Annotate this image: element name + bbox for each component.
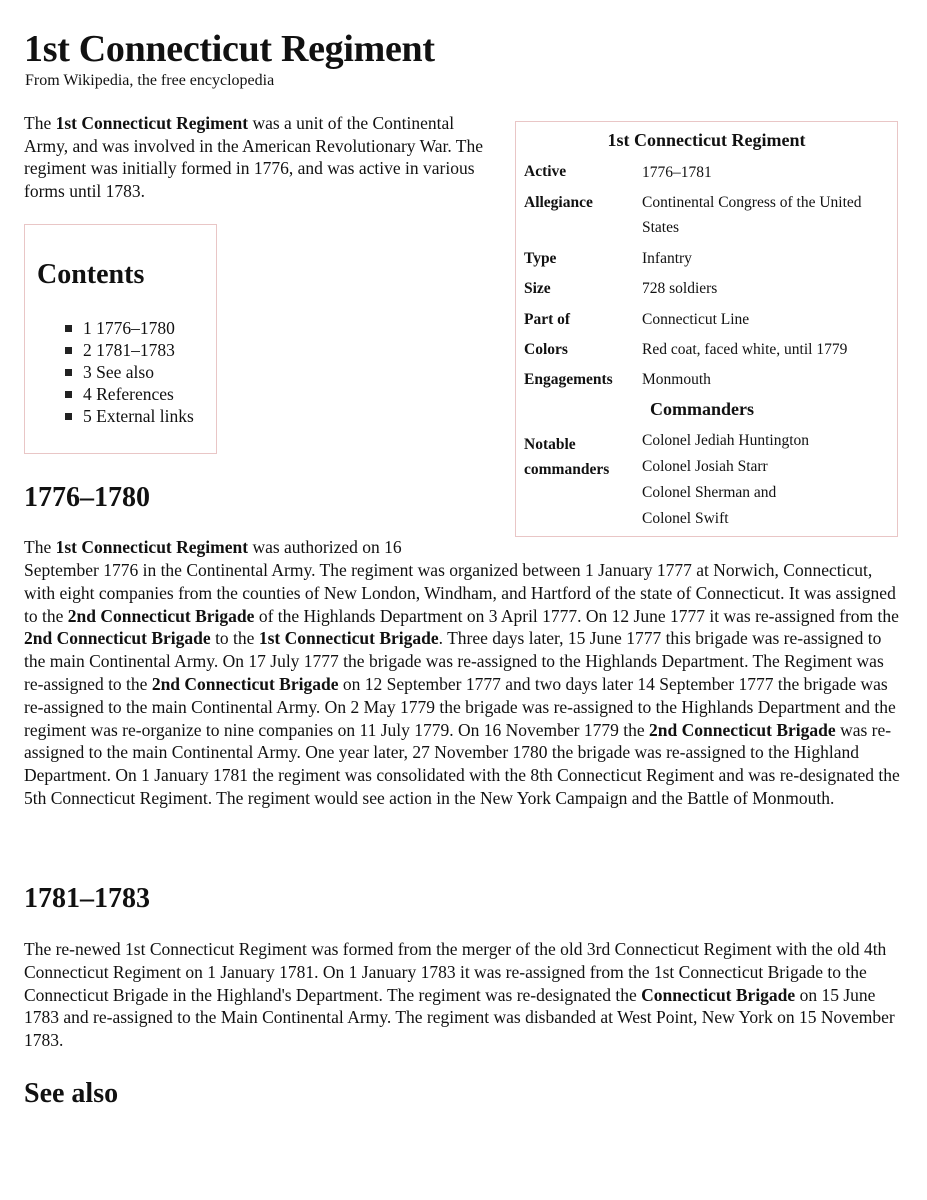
paragraph-text: of the Highlands Department on 3 April 1777. On 12 June 1777 it was re-assigned from the [254,605,899,626]
section-heading-1781-1783: 1781–1783 [24,883,150,914]
infobox-label-size: Size [524,280,551,297]
infobox-value-part-of: Connecticut Line [642,311,750,328]
infobox-value-commander-3: Colonel Sherman and [642,484,777,501]
paragraph-text: on 15 June 1783 and re-assigned to the Main Continental Army. The regiment was disbanded at West Point, New York on 15 November 1783. [24,984,895,1051]
section-heading-1776-1780: 1776–1780 [24,482,150,513]
paragraph-text: was authorized on 16 [248,537,402,557]
infobox-label-engagements: Engagements [524,371,613,388]
table-of-contents [24,224,217,454]
infobox-value-colors: Red coat, faced white, until 1779 [642,341,848,358]
bold-brigade-name: 2nd Connecticut Brigade [24,628,211,649]
paragraph-text: to the [210,628,259,649]
paragraph-text: September 1776 in the Continental Army. The regiment was organized between 1 January 1777 at Norwich, Connecticut, with eight companies from the counties of New London, Windham, and Hartford of the state of Connecticut. It was assigned to the [24,560,896,626]
infobox-value-engagements[interactable]: Monmouth [642,371,711,388]
infobox-value-allegiance: Continental Congress of the United States [642,194,862,236]
toc-item-external-links[interactable]: 5 External links [63,405,194,427]
bold-brigade-name: 1st Connecticut Brigade [258,628,439,649]
infobox-label-part-of: Part of [524,311,571,328]
infobox [515,121,898,537]
toc-item-references[interactable]: 4 References [63,383,194,405]
intro-text: was a unit of the Continental Army, and was involved in the American Revolutionary War. The regiment was initially formed in 1776, and was active in various forms until 1783. [24,113,483,201]
paragraph-text: The [24,537,56,557]
infobox-value-commander-4: Colonel Swift [642,510,729,527]
intro-text: The [24,113,56,133]
toc-list [63,317,194,427]
paragraph-text: was re-assigned to the main Continental Army. One year later, 27 November 1780 the brigade was re-assigned to the Highland Department. On 1 January 1781 the regiment was consolidated with the 8th Connecticut Regiment and was re-designated the 5th Connecticut Regiment. The regiment would see action in the New York Campaign and the Battle of Monmouth. [24,719,900,808]
bold-regiment-name: 1st Connecticut Regiment [55,537,249,557]
infobox-value-active: 1776–1781 [642,164,712,181]
paragraph-text: on 12 September 1777 and two days later 14 September 1777 the brigade was re-assigned to the main Continental Army. On 2 May 1779 the brigade was re-assigned to the Highlands Department and the regiment was re-organize to nine companies on 11 July 1779. On 16 November 1779 the [24,673,896,740]
bold-brigade-name: 2nd Connecticut Brigade [67,605,255,626]
section-1776-1780-first-line [24,536,464,559]
toc-item-see-also[interactable]: 3 See also [63,361,194,383]
paragraph-text: The re-newed 1st Connecticut Regiment was formed from the merger of the old 3rd Connecticut Regiment with the old 4th Connecticut Regiment on 1 January 1781. On 1 January 1783 it was re-assigned from the 1st Connecticut Brigade to the Connecticut Brigade in the Highland's Department. The regiment was re-designated the [24,939,887,1005]
toc-item-1781-1783[interactable]: 2 1781–1783 [63,339,194,361]
infobox-label-active: Active [524,163,567,180]
bold-brigade-name: Connecticut Brigade [641,984,796,1005]
toc-title: Contents [37,259,145,290]
paragraph-text: . Three days later, 15 June 1777 this brigade was re-assigned to the main Continental Army. On 17 July 1777 the brigade was re-assigned to the Highlands Department. The Regiment was re-assigned to the [24,628,884,694]
infobox-commanders-heading: Commanders [650,399,754,419]
bold-brigade-name: 2nd Connecticut Brigade [151,673,339,694]
page-title: 1st Connecticut Regiment [24,28,435,70]
section-1776-1780-paragraph [24,559,902,810]
section-1781-1783-paragraph [24,938,902,1052]
infobox-title: 1st Connecticut Regiment [607,130,806,150]
bold-brigade-name: 2nd Connecticut Brigade [649,719,836,740]
infobox-label-colors: Colors [524,341,568,358]
infobox-label-allegiance: Allegiance [524,194,593,211]
infobox-label-type: Type [524,250,557,267]
section-heading-see-also: See also [24,1078,119,1109]
infobox-value-commander-2: Colonel Josiah Starr [642,458,768,475]
intro-paragraph [24,112,484,202]
infobox-value-size: 728 soldiers [642,280,718,297]
intro-bold-name: 1st Connecticut Regiment [55,113,249,133]
toc-item-1776-1780[interactable]: 1 1776–1780 [63,317,194,339]
page-subtitle: From Wikipedia, the free encyclopedia [25,72,275,89]
infobox-label-notable-commanders: Notable commanders [524,436,610,478]
infobox-value-type: Infantry [642,250,692,267]
infobox-value-commander-1: Colonel Jediah Huntington [642,432,810,449]
